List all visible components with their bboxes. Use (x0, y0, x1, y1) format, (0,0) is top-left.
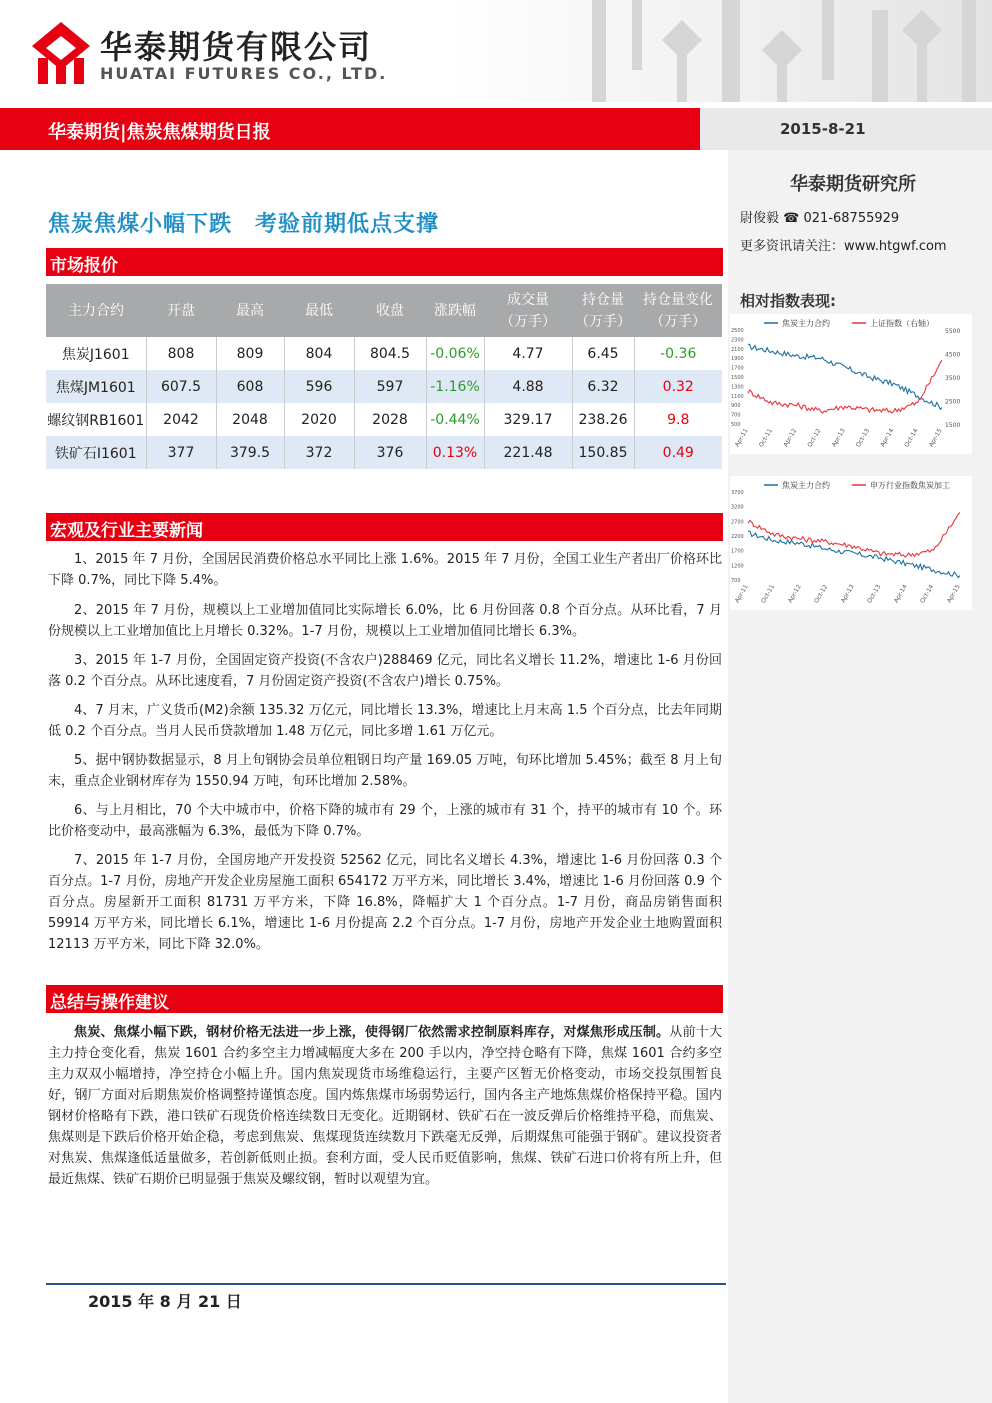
x-tick-label: Apr-11 (733, 427, 750, 449)
section-market (46, 248, 723, 276)
x-tick-label: Oct-11 (757, 427, 774, 449)
y-tick-label: 3700 (731, 490, 744, 496)
y-tick-label: 1200 (731, 563, 744, 570)
series-line-2 (748, 513, 960, 558)
x-tick-label: Apr-14 (879, 427, 896, 449)
phone-icon: ☎ (783, 211, 800, 226)
y-tick-label: 2100 (731, 346, 744, 353)
y2-tick-label: 5500 (945, 328, 961, 335)
y-tick-label: 2300 (731, 337, 744, 344)
y-tick-label: 700 (731, 578, 741, 584)
x-tick-label: Oct-11 (760, 583, 777, 605)
cell-low: 596 (284, 370, 354, 403)
news-item: 4、7 月末，广义货币(M2)余额 135.32 万亿元，同比增长 13.3%，增速比上月末高 1.5 个百分点，比去年同期低 0.2 个百分点。当月人民币贷款增加 1.48 万亿元，同比多增 1.61 万亿元。 (48, 703, 722, 739)
x-tick-label: Oct-13 (854, 427, 871, 449)
x-tick-label: Apr-15 (927, 427, 944, 449)
cell-contract: 螺纹钢RB1601 (46, 403, 146, 436)
cell-open: 808 (146, 337, 216, 370)
cell-low: 2020 (284, 403, 354, 436)
y-tick-label: 1700 (731, 365, 744, 372)
table-row (46, 337, 722, 370)
table-row (46, 403, 722, 436)
cell-oi-change: 0.49 (634, 436, 722, 469)
col-low: 最低 (284, 284, 354, 337)
cell-high: 809 (216, 337, 284, 370)
cell-close: 376 (354, 436, 426, 469)
company-name-cn: 华泰期货有限公司 (100, 28, 373, 66)
col-open: 开盘 (146, 284, 216, 337)
analyst-phone: 021-68755929 (803, 211, 900, 226)
x-tick-label: Apr-13 (839, 583, 856, 605)
relative-index-title: 相对指数表现: (740, 292, 836, 310)
news-item: 6、与上月相比，70 个大中城市中，价格下降的城市有 29 个，上涨的城市有 31 个，持平的城市有 10 个。环比价格变动中，最高涨幅为 6.3%，最低为下降 0.7%。 (48, 803, 722, 839)
y-tick-label: 700 (731, 412, 741, 419)
series-line-1 (748, 531, 960, 578)
series-line-2 (748, 361, 942, 414)
summary-body: 从前十大主力持仓变化看，焦炭 1601 合约多空主力增减幅度大多在 200 手以内，净空持仓略有下降，焦煤 1601 合约多空主力双双小幅增持，净空持仓小幅上升。国内焦炭现货市场维稳运行，主要产区暂无价格变动，市场交投氛围暂良好，钢厂方面对后期焦炭价格调整持谨慎态度。国内炼焦煤市场弱势运行，国内各主产地炼焦煤价格保持平稳。国内钢材价格略有下跌，港口铁矿石现货价格连续数日无变化。近期钢材、铁矿石在一波反弹后价格维持平稳，而焦炭、焦煤则是下跌后价格开始企稳，考虑到焦炭、焦煤现货连续数月下跌毫无反弹，后期煤焦可能强于钢矿。建议投资者对焦炭、焦煤逢低适量做多，若创新低则止损。套利方面，受人民币贬值影响，焦煤、铁矿石进口价将有所上升，但最近焦煤、铁矿石期价已明显强于焦炭及螺纹钢，暂时以观望为宜。 (48, 1025, 722, 1187)
y-tick-label: 2700 (731, 519, 744, 526)
x-tick-label: Oct-14 (903, 427, 920, 449)
analyst-name: 尉俊毅 (740, 211, 780, 226)
cell-contract: 焦炭J1601 (46, 337, 146, 370)
chart-coke-vs-shanghai (730, 314, 972, 454)
news-item: 7、2015 年 1-7 月份，全国房地产开发投资 52562 亿元，同比名义增长 4.3%，增速比 1-6 月份回落 0.3 个百分点。1-7 月份，房地产开发企业房屋施工面积 654172 万平方米，同比增长 3.4%，增速比 1-6 月份回落 0.9 个百分点。房屋新开工面积 81731 万平方米，下降 16.8%，降幅扩大 1 个百分点。1-7 月份，商品房销售面积 59914 万平方米，同比增长 6.1%，增速比 1-6 月份提高 2.2 个百分点。1-7 月份，房地产开发企业土地购置面积 12113 万平方米，同比下降 32.0%。 (48, 853, 722, 952)
news-item: 3、2015 年 1-7 月份，全国固定资产投资(不含农户)288469 亿元，同比名义增长 11.2%，增速比 1-6 月份回落 0.2 个百分点。从环比速度看，7 月份固定资产投资(不含农户)增长 0.75%。 (48, 653, 722, 689)
report-date: 2015-8-21 (780, 120, 866, 138)
legend-label-series-2: 上证指数（右轴） (870, 319, 934, 328)
col-change: 涨跌幅 (426, 284, 484, 337)
x-tick-label: Apr-13 (830, 427, 847, 449)
y2-tick-label: 2500 (945, 398, 961, 406)
page-header (0, 0, 992, 102)
y-tick-label: 1900 (731, 356, 744, 363)
cell-volume: 221.48 (484, 436, 572, 469)
cell-low: 372 (284, 436, 354, 469)
company-logo (32, 22, 90, 84)
col-open-interest: 持仓量 （万手） (572, 284, 634, 337)
y2-tick-label: 1500 (945, 422, 961, 429)
news-item: 5、据中钢协数据显示，8 月上旬钢协会员单位粗钢日均产量 169.05 万吨，旬环比增加 5.45%；截至 8 月上旬末，重点企业钢材库存为 1550.94 万吨，旬环比增加 2.58%。 (48, 753, 722, 789)
summary-lead: 焦炭、焦煤小幅下跌，钢材价格无法进一步上涨，使得钢厂依然需求控制原料库存，对煤焦形成压制。 (74, 1025, 670, 1040)
y-tick-label: 1700 (731, 548, 744, 555)
cell-close: 804.5 (354, 337, 426, 370)
x-tick-label: Oct-14 (919, 583, 936, 605)
header-decoration (572, 0, 992, 102)
institute-name: 华泰期货研究所 (790, 174, 916, 195)
cell-oi: 6.32 (572, 370, 634, 403)
cell-volume: 329.17 (484, 403, 572, 436)
col-contract: 主力合约 (46, 284, 146, 337)
col-oi-change: 持仓量变化 （万手） (634, 284, 722, 337)
quote-table (46, 284, 722, 469)
y-tick-label: 2200 (731, 534, 744, 540)
main-title: 焦炭焦煤小幅下跌 考验前期低点支撑 (48, 212, 440, 237)
cell-oi: 238.26 (572, 403, 634, 436)
cell-contract: 铁矿石I1601 (46, 436, 146, 469)
news-item: 1、2015 年 7 月份，全国居民消费价格总水平同比上涨 1.6%。2015 年 7 月份，全国工业生产者出厂价格环比下降 0.7%，同比下降 5.4%。 (48, 552, 722, 588)
cell-oi: 6.45 (572, 337, 634, 370)
section-news-title: 宏观及行业主要新闻 (50, 521, 203, 541)
cell-high: 608 (216, 370, 284, 403)
cell-change: 0.13% (426, 436, 484, 469)
cell-oi-change: 9.8 (634, 403, 722, 436)
chart-coke-vs-sw-index (730, 476, 972, 610)
y-tick-label: 3200 (731, 504, 744, 511)
x-tick-label: Apr-12 (782, 427, 799, 449)
col-high: 最高 (216, 284, 284, 337)
cell-high: 2048 (216, 403, 284, 436)
cell-oi-change: 0.32 (634, 370, 722, 403)
chart-1-svg (730, 314, 972, 454)
more-info: 更多资讯请关注：www.htgwf.com (740, 239, 947, 254)
legend-label-series-1: 焦炭主力合约 (782, 319, 830, 328)
y2-tick-label: 4500 (945, 351, 961, 359)
cell-change: -0.06% (426, 337, 484, 370)
x-tick-label: Oct-13 (866, 583, 883, 605)
cell-close: 2028 (354, 403, 426, 436)
chart-2-svg (730, 476, 972, 610)
x-tick-label: Apr-14 (892, 583, 909, 605)
legend-label-series-2: 申万行业指数焦炭加工 (870, 481, 950, 490)
cell-high: 379.5 (216, 436, 284, 469)
x-tick-label: Oct-12 (806, 427, 823, 449)
legend-label-series-1: 焦炭主力合约 (782, 481, 830, 490)
section-summary (46, 985, 723, 1013)
x-tick-label: Oct-12 (813, 583, 830, 605)
cell-close: 597 (354, 370, 426, 403)
x-tick-label: Apr-11 (733, 583, 750, 605)
cell-open: 607.5 (146, 370, 216, 403)
series-line-1 (748, 344, 942, 409)
table-row (46, 436, 722, 469)
col-close: 收盘 (354, 284, 426, 337)
y-tick-label: 2500 (731, 328, 744, 334)
y-tick-label: 1100 (731, 393, 744, 400)
summary-text (48, 1022, 722, 1190)
cell-change: -1.16% (426, 370, 484, 403)
cell-volume: 4.77 (484, 337, 572, 370)
y-tick-label: 500 (731, 422, 741, 428)
cell-open: 377 (146, 436, 216, 469)
table-header-row (46, 284, 722, 337)
table-row (46, 370, 722, 403)
news-item: 2、2015 年 7 月份，规模以上工业增加值同比实际增长 6.0%，比 6 月份回落 0.8 个百分点。从环比看，7 月份规模以上工业增加值比上月增长 0.32%。1-7 月份，规模以上工业增加值同比增长 6.3%。 (48, 603, 722, 639)
x-tick-label: Apr-12 (786, 583, 803, 605)
cell-oi-change: -0.36 (634, 337, 722, 370)
footer-date: 2015 年 8 月 21 日 (88, 1292, 242, 1311)
section-summary-title: 总结与操作建议 (50, 993, 169, 1013)
report-title: 华泰期货|焦炭焦煤期货日报 (48, 122, 271, 143)
cell-low: 804 (284, 337, 354, 370)
section-market-title: 市场报价 (50, 256, 118, 276)
y2-tick-label: 3500 (945, 375, 961, 382)
section-news (46, 513, 723, 541)
company-name-en: HUATAI FUTURES CO., LTD. (100, 64, 388, 83)
y-tick-label: 1500 (731, 375, 744, 381)
cell-oi: 150.85 (572, 436, 634, 469)
y-tick-label: 900 (731, 403, 741, 410)
cell-volume: 4.88 (484, 370, 572, 403)
analyst-contact (740, 207, 899, 226)
col-volume: 成交量 （万手） (484, 284, 572, 337)
cell-change: -0.44% (426, 403, 484, 436)
footer-divider (46, 1283, 726, 1285)
x-tick-label: Apr-15 (945, 583, 962, 605)
cell-contract: 焦煤JM1601 (46, 370, 146, 403)
y-tick-label: 1300 (731, 384, 744, 391)
cell-open: 2042 (146, 403, 216, 436)
